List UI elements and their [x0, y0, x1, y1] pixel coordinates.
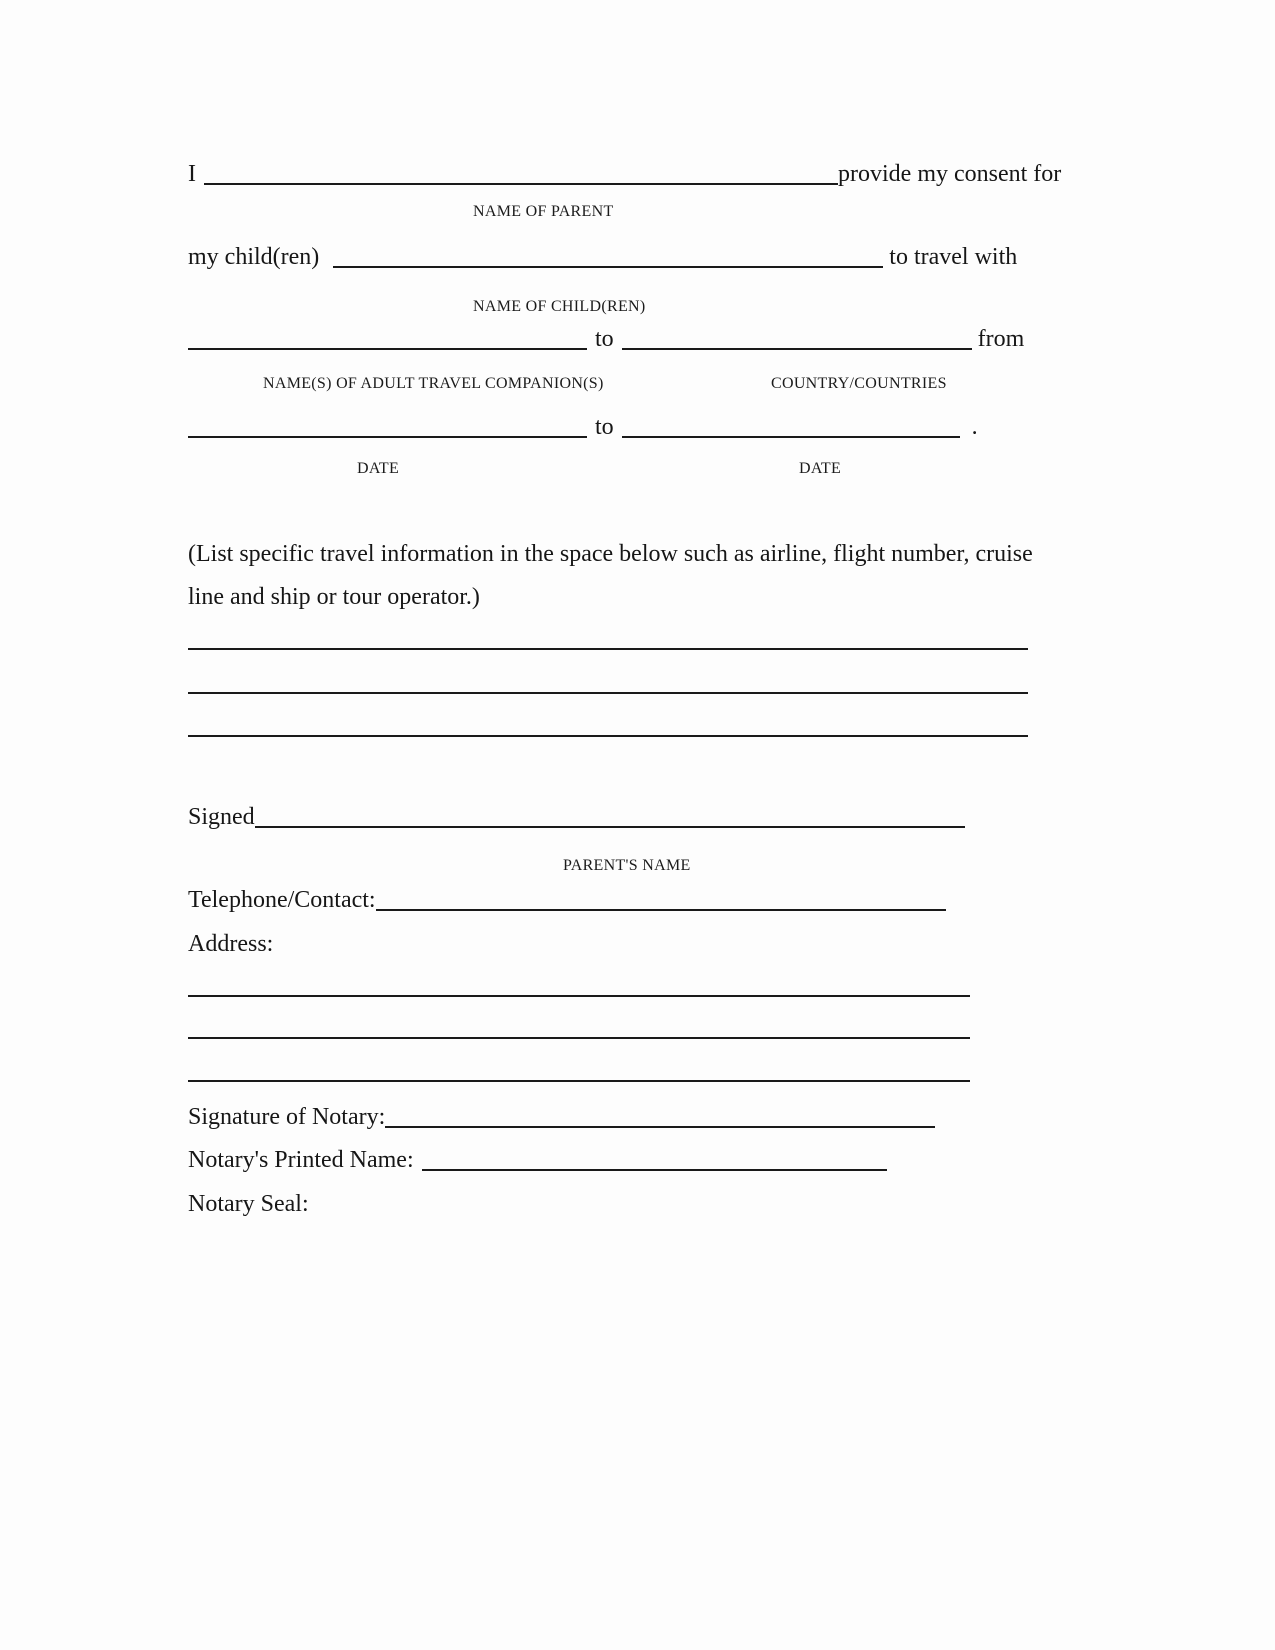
- country-field[interactable]: [622, 334, 972, 350]
- address-label: Address:: [188, 931, 274, 957]
- start-date-field[interactable]: [188, 422, 587, 438]
- notary-signature-line: [188, 1101, 935, 1134]
- notary-signature-label: Signature of Notary:: [188, 1104, 386, 1130]
- notary-printed-name-line: [188, 1144, 887, 1177]
- travel-info-note-line2: line and ship or tour operator.): [188, 584, 480, 610]
- child-name-field[interactable]: [333, 252, 883, 268]
- date-caption-right: DATE: [799, 460, 842, 477]
- line3-suffix: from: [977, 326, 1025, 352]
- travel-info-field-2[interactable]: [188, 692, 1028, 694]
- parent-name-field[interactable]: [204, 169, 838, 185]
- travel-info-note-line1: (List specific travel information in the space below such as airline, flight number, cruise: [188, 541, 1033, 567]
- end-date-field[interactable]: [622, 422, 960, 438]
- address-field-2[interactable]: [188, 1037, 970, 1039]
- address-field-3[interactable]: [188, 1080, 970, 1082]
- line3-connector: to: [595, 326, 614, 352]
- notary-signature-field[interactable]: [385, 1112, 935, 1128]
- signed-line: [188, 801, 965, 834]
- signed-label: Signed: [188, 804, 255, 830]
- line1-suffix: provide my consent for: [838, 161, 1062, 187]
- date-range-line: [188, 411, 978, 444]
- companion-country-line: [188, 323, 1024, 356]
- parents-name-caption: PARENT'S NAME: [563, 857, 691, 874]
- children-line: [188, 241, 1017, 274]
- notary-printed-name-label: Notary's Printed Name:: [188, 1147, 414, 1173]
- notary-seal-label: Notary Seal:: [188, 1191, 309, 1217]
- consent-statement-line: [188, 158, 1061, 191]
- line4-suffix: .: [971, 414, 978, 440]
- travel-info-field-1[interactable]: [188, 648, 1028, 650]
- address-field-1[interactable]: [188, 995, 970, 997]
- companion-name-field[interactable]: [188, 334, 587, 350]
- parent-name-caption: NAME OF PARENT: [473, 203, 614, 220]
- companions-caption: NAME(S) OF ADULT TRAVEL COMPANION(S): [263, 375, 604, 392]
- notary-printed-name-field[interactable]: [422, 1155, 887, 1171]
- parent-signature-field[interactable]: [255, 812, 965, 828]
- address-line: [188, 928, 273, 961]
- telephone-field[interactable]: [376, 895, 946, 911]
- telephone-line: [188, 884, 946, 917]
- travel-info-field-3[interactable]: [188, 735, 1028, 737]
- line4-connector: to: [595, 414, 614, 440]
- child-name-caption: NAME OF CHILD(REN): [473, 298, 646, 315]
- date-caption-left: DATE: [357, 460, 400, 477]
- line2-suffix: to travel with: [889, 244, 1018, 270]
- line1-prefix: I: [188, 161, 196, 187]
- countries-caption: COUNTRY/COUNTRIES: [771, 375, 947, 392]
- line2-prefix: my child(ren): [188, 244, 320, 270]
- notary-seal-line: [188, 1188, 309, 1221]
- telephone-label: Telephone/Contact:: [188, 887, 376, 913]
